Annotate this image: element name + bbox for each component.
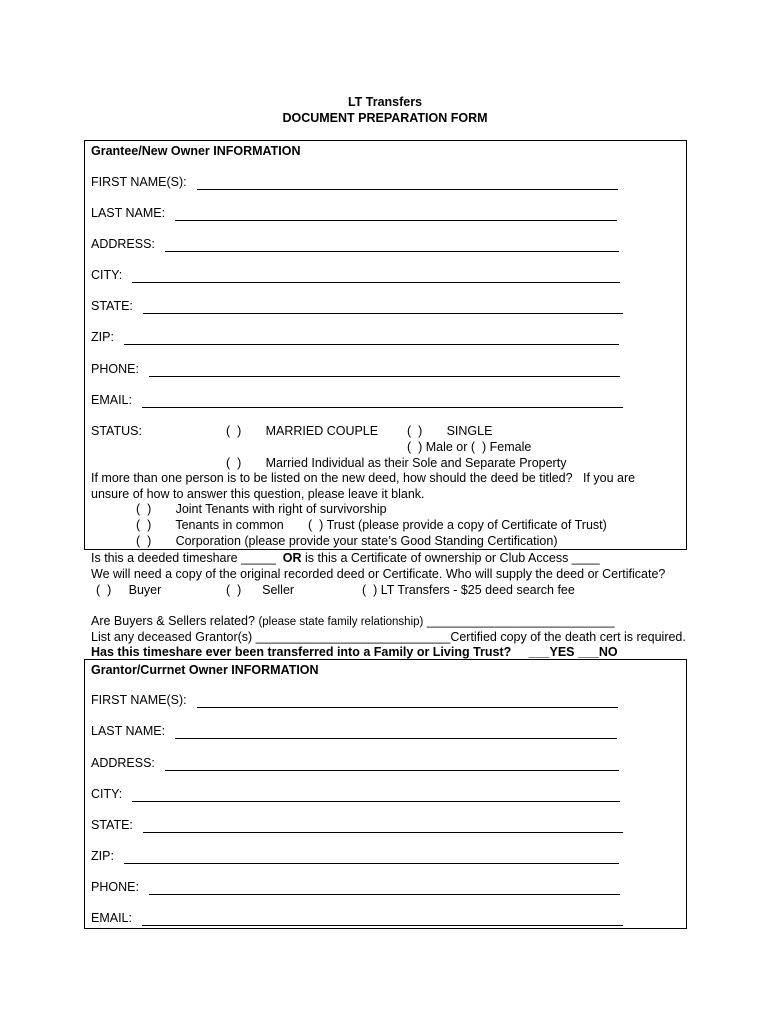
input-line[interactable] (143, 820, 623, 833)
form-title: DOCUMENT PREPARATION FORM (282, 111, 488, 125)
field-label: ZIP: (91, 849, 114, 863)
related-hint: (please state family relationship) (258, 616, 424, 628)
field-label: PHONE: (91, 880, 139, 894)
input-line[interactable] (149, 882, 620, 895)
field-label: ADDRESS: (91, 237, 155, 251)
grantor-last-name-field[interactable] (91, 723, 617, 739)
certificate-text: is this a Certificate of ownership or Club Access ____ (301, 551, 600, 565)
input-line[interactable] (142, 913, 623, 926)
grantee-phone-field[interactable] (91, 361, 620, 377)
tenants-common-option[interactable]: ( ) Tenants in common ( ) Trust (please provide a copy of Certificate of Trust) (136, 518, 607, 532)
related-line[interactable]: ___________________________ (423, 614, 615, 628)
grantee-state-field[interactable] (91, 298, 623, 314)
field-label: ADDRESS: (91, 756, 155, 770)
input-line[interactable] (197, 177, 618, 190)
married-couple-option[interactable]: ( ) MARRIED COUPLE (226, 424, 379, 438)
grantor-email-field[interactable] (91, 910, 623, 926)
title-question: If more than one person is to be listed on the new deed, how should the deed be titled? If you are (91, 471, 636, 485)
input-line[interactable] (132, 270, 620, 283)
field-label: FIRST NAME(S): (91, 693, 187, 707)
field-label: EMAIL: (91, 911, 132, 925)
input-line[interactable] (149, 364, 620, 377)
related-question (91, 613, 615, 630)
deed-search-option[interactable]: ( ) LT Transfers - $25 deed search fee (362, 583, 575, 597)
deeded-question (91, 550, 600, 566)
input-line[interactable] (197, 695, 618, 708)
input-line[interactable] (143, 301, 623, 314)
grantee-city-field[interactable] (91, 267, 620, 283)
single-option[interactable]: ( ) SINGLE (407, 424, 493, 438)
input-line[interactable] (165, 239, 619, 252)
input-line[interactable] (124, 332, 619, 345)
grantor-city-field[interactable] (91, 786, 620, 802)
field-label: LAST NAME: (91, 206, 166, 220)
status-label: STATUS: (91, 424, 142, 438)
grantor-phone-field[interactable] (91, 879, 620, 895)
or-text: OR (282, 551, 302, 565)
input-line[interactable] (132, 789, 620, 802)
grantor-zip-field[interactable] (91, 848, 619, 864)
input-line[interactable] (165, 758, 619, 771)
grantor-address-field[interactable] (91, 755, 619, 771)
field-label: PHONE: (91, 362, 139, 376)
grantor-heading: Grantor/Currnet Owner INFORMATION (91, 663, 319, 677)
input-line[interactable] (175, 208, 617, 221)
input-line[interactable] (124, 851, 619, 864)
married-individual-option[interactable]: ( ) Married Individual as their Sole and Separate Property (226, 456, 567, 470)
trust-question[interactable]: Has this timeshare ever been transferred into a Family or Living Trust? ___YES ___NO (91, 645, 618, 659)
field-label: LAST NAME: (91, 724, 166, 738)
deceased-grantor[interactable]: List any deceased Grantor(s) ____________________________Certified copy of the death cert is required. (91, 630, 686, 644)
form-title-company: LT Transfers (347, 95, 423, 109)
grantee-last-name-field[interactable] (91, 205, 617, 221)
grantee-email-field[interactable] (91, 392, 623, 408)
copy-request: We will need a copy of the original recorded deed or Certificate. Who will supply the deed or Certificate? (91, 567, 666, 581)
buyer-option[interactable]: ( ) Buyer (96, 583, 162, 597)
input-line[interactable] (175, 726, 617, 739)
male-female-option[interactable]: ( ) Male or ( ) Female (407, 440, 532, 454)
corporation-option[interactable]: ( ) Corporation (please provide your state’s Good Standing Certification) (136, 534, 558, 548)
field-label: ZIP: (91, 330, 114, 344)
title-question-hint: unsure of how to answer this question, please leave it blank. (91, 487, 425, 501)
joint-tenants-option[interactable]: ( ) Joint Tenants with right of survivorship (136, 502, 387, 516)
grantee-heading: Grantee/New Owner INFORMATION (91, 144, 301, 158)
field-label: CITY: (91, 787, 123, 801)
field-label: STATE: (91, 299, 133, 313)
grantee-first-name-field[interactable] (91, 174, 618, 190)
grantee-address-field[interactable] (91, 236, 619, 252)
field-label: EMAIL: (91, 393, 132, 407)
grantor-state-field[interactable] (91, 817, 623, 833)
seller-option[interactable]: ( ) Seller (226, 583, 295, 597)
grantee-zip-field[interactable] (91, 329, 619, 345)
related-text: Are Buyers & Sellers related? (91, 614, 259, 628)
grantor-first-name-field[interactable] (91, 692, 618, 708)
field-label: FIRST NAME(S): (91, 175, 187, 189)
input-line[interactable] (142, 395, 623, 408)
deeded-text: Is this a deeded timeshare _____ (91, 551, 283, 565)
field-label: CITY: (91, 268, 123, 282)
field-label: STATE: (91, 818, 133, 832)
